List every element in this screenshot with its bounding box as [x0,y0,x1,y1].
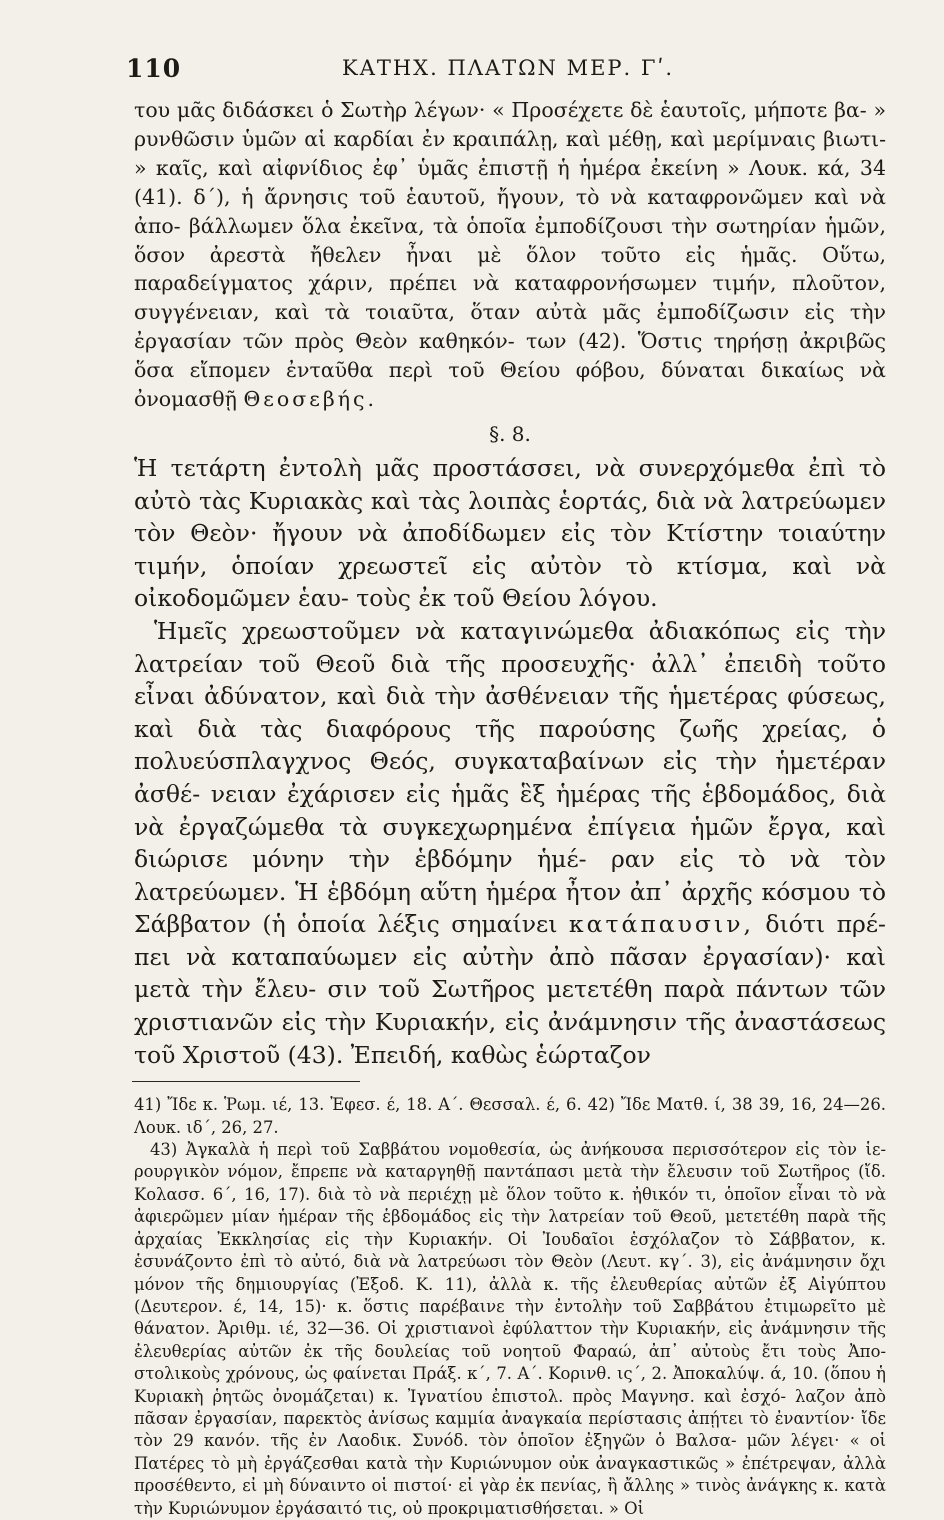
footnote-divider [132,1081,360,1082]
running-title: ΚΑΤΗΧ. ΠΛΑΤΩΝ ΜΕΡ. Γʹ. [342,56,674,80]
main-text-block [134,452,886,1071]
main-paragraph-2-emphasis: κατάπαυσιν, [568,910,754,939]
footnote-43: 43) Ἀγκαλὰ ἡ περὶ τοῦ Σαββάτου νομοθεσία, ὡς ἀνήκουσα περισσότερον εἰς τὸν ἱε- ρουργικὸν νόμον, ἔπρεπε νὰ καταργηθῇ παντάπασι μετὰ τὴν ἔλευσιν τοῦ Σωτῆρος (ἴδ. Κολασσ. 6΄, 16, 17). διὰ τὸ νὰ περιέχῃ μὲ ὅλον τοῦτο κ. ἠθικόν τι, ὁποῖον εἶναι τὸ νὰ ἀφιερῶμεν μίαν ἡμέραν τῆς ἑβδομάδος εἰς τὴν λατρείαν τοῦ Θεοῦ, μετετέθη παρὰ τῆς ἀρχαίας Ἐκκλησίας εἰς τὴν Κυριακήν. Οἱ Ἰουδαῖοι ἑσχόλαζον τὸ Σάββατον, κ. ἑσυνάζοντο ἐπὶ τὸ αὐτό, διὰ νὰ λατρεύωσι τὸν Θεὸν (Λευτ. κγ΄. 3), εἰς ἀνάμνησιν ὄχι μόνον τῆς δημιουργίας (Ἐξοδ. Κ. 11), ἀλλὰ κ. τῆς ἐλευθερίας αὐτῶν ἐξ Αἰγύπτου (Δευτερον. έ, 14, 15)· κ. ὅστις παρέβαινε τὴν ἐντολὴν τοῦ Σαββάτου ἐτιμωρεῖτο μὲ θάνατον. Ἀριθμ. ιέ, 32—36. Οἱ χριστιανοὶ ἐφύλαττον τὴν Κυριακήν, εἰς ἀνάμνησιν τῆς ἐλευθερίας αὐτῶν ἐκ τῆς δουλείας τοῦ νοητοῦ Φαραώ, ἀπ᾽ αὐτοὺς ἔτι τοὺς Ἀπο- στολικοὺς χρόνους, ὡς φαίνεται Πράξ. κ΄, 7. Α΄. Κορινθ. ις΄, 2. Ἀποκαλύψ. ά, 10. (ὅπου ἡ Κυριακὴ ῥητῶς ὀνομάζεται) κ. Ἰγνατίου ἐπιστολ. πρὸς Μαγνησ. καὶ ἐσχό- λαζον ἀπὸ πᾶσαν ἐργασίαν, παρεκτὸς ἀνίσως καμμία ἀναγκαία περίστασις ἀπῄτει τὸ ἐναντίον· ἴδε τὸν 29 κανόν. τῆς ἐν Λαοδικ. Συνόδ. τὸν ὁποῖον ἐξηγῶν ὁ Βαλσα- μῶν λέγει· « οἱ Πατέρες τὸ μὴ ἐργάζεσθαι κατὰ τὴν Κυριώνυμον οὐκ ἀναγκαστικῶς » ἐπέτρεψαν, ἀλλὰ προσέθεντο, εἰ μὴ δύναιντο οἱ πιστοί· εἰ γὰρ ἐκ πενίας, ἢ ἄλλης » τινὸς ἀνάγκης κ. κατὰ τὴν Κυριώνυμον ἐργάσαιτό τις, οὐ προκριματισθήσεται. » Οἱ [134,1140,886,1518]
intro-text: του μᾶς διδάσκει ὁ Σωτὴρ λέγων· « Προσέχετε δὲ ἑαυτοῖς, μήποτε βα- » ρυνθῶσιν ὑμῶν αἱ καρδίαι ἐν κραιπάλῃ, καὶ μέθῃ, καὶ μερίμναις βιωτι- » καῖς, καὶ αἰφνίδιος ἐφ᾽ ὑμᾶς ἐπιστῇ ἡ ἡμέρα ἐκείνη » Λουκ. κά, 34 (41). δ΄), ἡ ἄρνησις τοῦ ἑαυτοῦ, ἤγουν, τὸ νὰ καταφρονῶμεν καὶ νὰ ἀπο- βάλλωμεν ὅλα ἐκεῖνα, τὰ ὁποῖα ἐμποδίζουσι τὴν σωτηρίαν ἡμῶν, ὅσον ἀρεστὰ ἤθελεν ἦναι μὲ ὅλον τοῦτο εἰς ἡμᾶς. Οὕτω, παραδείγματος χάριν, πρέπει νὰ καταφρονήσωμεν τιμήν, πλοῦτον, συγγένειαν, καὶ τὰ τοιαῦτα, ὅταν αὐτὰ μᾶς ἐμποδίζωσιν εἰς τὴν ἐργασίαν τῶν πρὸς Θεὸν καθηκόν- των (42). Ὅστις τηρήσῃ ἀκριβῶς ὅσα εἴπομεν ἐνταῦθα περὶ τοῦ Θείου φόβου, δύναται δικαίως νὰ ὀνομασθῇ [134,98,886,412]
intro-paragraph [134,96,886,414]
page-number: 110 [126,54,182,83]
main-paragraph-2-end: διότι πρέ- πει νὰ καταπαύωμεν εἰς αὐτὴν ἀπὸ πᾶσαν ἐργασίαν)· καὶ μετὰ τὴν ἔλευ- σιν τοῦ Σωτῆρος μετετέθη παρὰ πάντων τῶν χριστιανῶν εἰς τὴν Κυριακήν, εἰς ἀνάμνησιν τῆς ἀναστάσεως τοῦ Χριστοῦ (43). Ἐπειδή, καθὼς ἑώρταζον [134,910,886,1069]
footnote-41-42: 41) Ἴδε κ. Ῥωμ. ιέ, 13. Ἐφεσ. έ, 18. Α΄. Θεσσαλ. έ, 6. 42) Ἴδε Ματθ. ί, 38 39, 16, 24—26. Λουκ. ιδ΄, 26, 27. [134,1095,886,1137]
main-paragraph-1: Ἡ τετάρτη ἐντολὴ μᾶς προστάσσει, νὰ συνερχόμεθα ἐπὶ τὸ αὐτὸ τὰς Κυριακὰς καὶ τὰς λοιπὰς ἑορτάς, διὰ νὰ λατρεύωμεν τὸν Θεὸν· ἤγουν νὰ ἀποδίδωμεν εἰς τὸν Κτίστην τοιαύτην τιμήν, ὁποίαν χρεωστεῖ εἰς αὐτὸν τὸ κτίσμα, καὶ νὰ οἰκοδομῶμεν ἑαυ- τοὺς ἐκ τοῦ Θείου λόγου. [134,453,886,613]
intro-emphasis: Θεοσεβής. [243,387,377,412]
main-paragraph-2-start: Ἡμεῖς χρεωστοῦμεν νὰ καταγινώμεθα ἀδιακόπως εἰς τὴν λατρείαν τοῦ Θεοῦ διὰ τῆς προσευχῆς· ἀλλ᾽ ἐπειδὴ τοῦτο εἶναι ἀδύνατον, καὶ διὰ τὴν ἀσθένειαν τῆς ἡμετέρας φύσεως, καὶ διὰ τὰς διαφόρους τῆς παρούσης ζωῆς χρείας, ὁ πολυεύσπλαγχνος Θεός, συγκαταβαίνων εἰς τὴν ἡμετέραν ἀσθέ- νειαν ἐχάρισεν εἰς ἡμᾶς ἓξ ἡμέρας τῆς ἑβδομάδος, διὰ νὰ ἐργαζώμεθα τὰ συγκεχωρημένα ἐπίγεια ἡμῶν ἔργα, καὶ διώρισε μόνην τὴν ἑβδόμην ἡμέ- ραν εἰς τὸ νὰ τὸν λατρεύωμεν. Ἡ ἑβδόμη αὕτη ἡμέρα ἦτον ἀπ᾽ ἀρχῆς κόσμου τὸ Σάββατον (ἡ ὁποία λέξις σημαίνει [134,616,886,939]
main-paragraph-2 [134,615,886,1071]
page-header [126,48,886,90]
section-mark: §. 8. [489,421,531,446]
intro-text-block [134,96,886,414]
footnotes [134,1094,886,1520]
